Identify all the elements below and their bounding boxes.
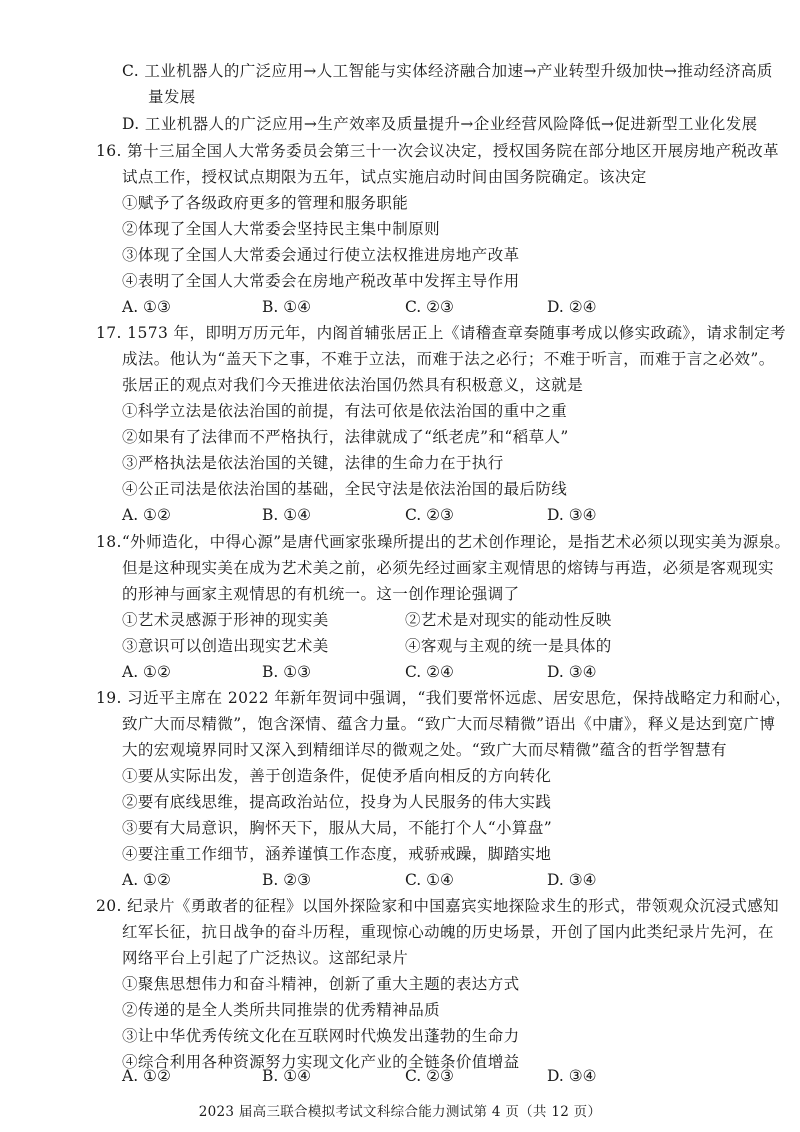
q20-item-4: ④综合利用各种资源努力实现文化产业的全链条价值增益: [122, 1053, 520, 1071]
q19-item-3: ③要有大局意识，胸怀天下，服从大局，不能打个人“小算盘”: [122, 819, 553, 837]
q20-item-3: ③让中华优秀传统文化在互联网时代焕发出蓬勃的生命力: [122, 1027, 520, 1045]
q19-choice-c: C. ①④: [405, 871, 454, 889]
q16-item-1: ①赋予了各级政府更多的管理和服务职能: [122, 194, 409, 212]
q20-item-1: ①聚焦思想伟力和奋斗精神，创新了重大主题的表达方式: [122, 975, 520, 993]
q20-choice-a: A. ①②: [122, 1067, 171, 1085]
q17-item-1: ①科学立法是依法治国的前提，有法可依是依法治国的重中之重: [122, 402, 568, 420]
q18-item-3: ③意识可以创造出现实艺术美: [122, 637, 329, 655]
q20-stem-line1: 20. 纪录片《勇敢者的征程》以国外探险家和中国嘉宾实地探险求生的形式，带领观众沉浸式感知: [96, 897, 780, 915]
q16-choice-b: B. ①④: [262, 298, 312, 316]
q20-stem-line2: 红军长征，抗日战争的奋斗历程，重现惊心动魄的历史场景，开创了国内此类纪录片先河，在: [122, 923, 774, 941]
q18-choice-c: C. ②④: [405, 663, 454, 681]
q20-item-2: ②传递的是全人类所共同推崇的优秀精神品质: [122, 1001, 441, 1019]
q19-stem-line2: 致广大而尽精微”，饱含深情、蕴含力量。“致广大而尽精微”语出《中庸》，释义是达到宽广博: [122, 715, 776, 733]
q19-choice-d: D. ③④: [547, 871, 597, 889]
q17-choice-a: A. ①②: [122, 506, 171, 524]
q18-item-1: ①艺术灵感源于形神的现实美: [122, 611, 329, 629]
q18-choice-a: A. ①②: [122, 663, 171, 681]
q15-option-d: D. 工业机器人的广泛应用→生产效率及质量提升→企业经营风险降低→促进新型工业化发展: [122, 115, 758, 133]
q17-choice-d: D. ③④: [547, 506, 597, 524]
q19-item-4: ④要注重工作细节，涵养谨慎工作态度，戒骄戒躁，脚踏实地: [122, 845, 552, 863]
q17-item-2: ②如果有了法律而不严格执行，法律就成了“纸老虎”和“稻草人”: [122, 428, 569, 446]
q16-choice-c: C. ②③: [405, 298, 454, 316]
q18-choice-d: D. ③④: [547, 663, 597, 681]
q19-choice-b: B. ②③: [262, 871, 312, 889]
q17-item-4: ④公正司法是依法治国的基础，全民守法是依法治国的最后防线: [122, 480, 568, 498]
q16-item-2: ②体现了全国人大常委会坚持民主集中制原则: [122, 220, 441, 238]
q20-choice-d: D. ③④: [547, 1067, 597, 1085]
q18-stem-line3: 的形神与画家主观情思的有机统一。这一创作理论强调了: [122, 585, 520, 603]
q18-stem-line1: 18.“外师造化，中得心源”是唐代画家张璪所提出的艺术创作理论，是指艺术必须以现实美为源泉。: [96, 533, 791, 551]
q20-choice-b: B. ①④: [262, 1067, 312, 1085]
q16-stem-line2: 试点工作，授权试点期限为五年，试点实施启动时间由国务院确定。该决定: [122, 168, 647, 186]
q16-item-4: ④表明了全国人大常委会在房地产税改革中发挥主导作用: [122, 272, 520, 290]
q17-choice-b: B. ①④: [262, 506, 312, 524]
q18-stem-line2: 但是这种现实美在成为艺术美之前，必须先经过画家主观情思的熔铸与再造，必须是客观现实: [122, 559, 774, 577]
q15-option-c-line1: C. 工业机器人的广泛应用→人工智能与实体经济融合加速→产业转型升级加快→推动经济高质: [122, 62, 773, 80]
q18-choice-b: B. ①③: [262, 663, 312, 681]
q20-stem-line3: 网络平台上引起了广泛热议。这部纪录片: [122, 949, 409, 967]
q17-stem-line3: 张居正的观点对我们今天推进依法治国仍然具有积极意义，这就是: [122, 376, 584, 394]
q19-item-1: ①要从实际出发，善于创造条件，促使矛盾向相反的方向转化: [122, 767, 552, 785]
q17-item-3: ③严格执法是依法治国的关键，法律的生命力在于执行: [122, 454, 504, 472]
q20-choice-c: C. ②③: [405, 1067, 454, 1085]
q15-option-c-line2: 量发展: [148, 88, 196, 106]
q16-item-3: ③体现了全国人大常委会通过行使立法权推进房地产改革: [122, 246, 520, 264]
q18-item-4: ④客观与主观的统一是具体的: [405, 637, 612, 655]
q16-choice-a: A. ①③: [122, 298, 171, 316]
q17-stem-line2: 成法。他认为“盖天下之事，不难于立法，而难于法之必行；不难于听言，而难于言之必效”。: [122, 350, 775, 368]
q19-stem-line3: 大的宏观境界同时又深入到精细详尽的微观之处。“致广大而尽精微”蕴含的哲学智慧有: [122, 741, 727, 759]
q16-stem-line1: 16. 第十三届全国人大常务委员会第三十一次会议决定，授权国务院在部分地区开展房地产税改革: [96, 142, 780, 160]
q17-stem-line1: 17. 1573 年，即明万历元年，内阁首辅张居正上《请稽查章奏随事考成以修实政疏》，请求制定考: [96, 324, 786, 342]
q19-choice-a: A. ①②: [122, 871, 171, 889]
q19-stem-line1: 19. 习近平主席在 2022 年新年贺词中强调，“我们要常怀远虑、居安思危，保持战略定力和耐心，: [96, 689, 792, 707]
page-footer: 2023 届高三联合模拟考试文科综合能力测试第 4 页（共 12 页）: [198, 1104, 602, 1120]
q18-item-2: ②艺术是对现实的能动性反映: [405, 611, 612, 629]
q16-choice-d: D. ②④: [547, 298, 597, 316]
q19-item-2: ②要有底线思维，提高政治站位，投身为人民服务的伟大实践: [122, 793, 552, 811]
q17-choice-c: C. ②③: [405, 506, 454, 524]
